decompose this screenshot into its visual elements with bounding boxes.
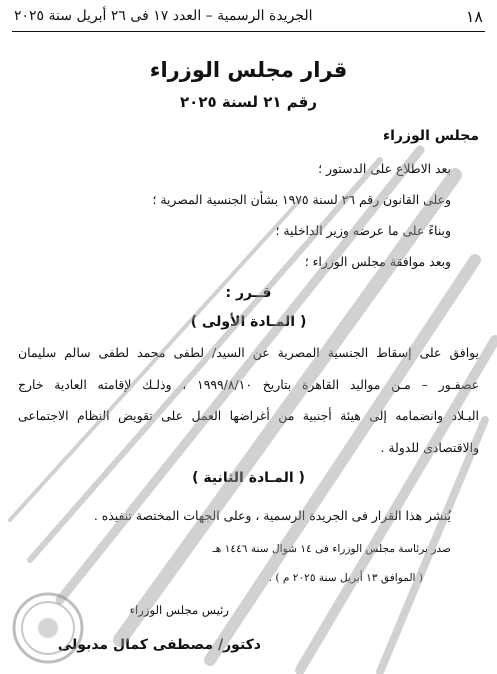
preamble-line: بعد الاطلاع على الدستور ؛ [318, 161, 451, 176]
running-title: الجريدة الرسمية – العدد ١٧ فى ٢٦ أبريل سنة ٢٠٢٥ [14, 8, 313, 24]
preamble-line: وبناءً على ما عرضه وزير الداخلية ؛ [275, 223, 451, 238]
page-number: ١٨ [465, 6, 483, 26]
page-header [14, 4, 483, 28]
signatory-position: رئيس مجلس الوزراء [129, 603, 229, 617]
issued-date-hijri: صدر برئاسة مجلس الوزراء فى ١٤ شوال سنة ١٤٤٦ هـ [212, 543, 451, 555]
article1-line: والاقتصادى للدولة . [380, 440, 479, 455]
article1-line: عصفـور – مـن مواليد القاهرة بتاريخ ١٩٩٩/٨/١٠ ، وذلـك لإقامته العادية خارج [18, 377, 480, 392]
decided-heading: قــرر : [225, 285, 272, 301]
article1-line: يوافق على إسقاط الجنسية المصرية عن السيد/ لطفى محمد لطفى سالم سليمان [18, 345, 479, 360]
article2-text: يُنشر هذا القرار فى الجريدة الرسمية ، وعلى الجهات المختصة تنفيذه . [93, 508, 451, 523]
article1-line: البـلاد وانضمامه إلى هيئة أجنبية من أغراضها العمل على تقويض النظام الاجتماعى [18, 408, 479, 423]
article2-heading: ( المـادة الثانية ) [192, 470, 305, 486]
preamble-line: وبعد موافقة مجلس الوزراء ؛ [304, 254, 451, 269]
header-rule [12, 31, 485, 32]
issued-date-gregorian: ( الموافق ١٣ أبريل سنة ٢٠٢٥ م ) . [268, 572, 423, 584]
signatory-name: دكتور/ مصطفى كمال مدبولى [57, 637, 261, 653]
decree-title: قرار مجلس الوزراء [149, 58, 348, 82]
preamble-line: وعلى القانون رقم ٢٦ لسنة ١٩٧٥ بشأن الجنسية المصرية ؛ [152, 192, 451, 207]
article1-heading: ( المـادة الأولى ) [190, 314, 307, 330]
decree-number: رقم ٢١ لسنة ٢٠٢٥ [180, 93, 317, 111]
issuer-heading: مجلس الوزراء [382, 128, 479, 144]
